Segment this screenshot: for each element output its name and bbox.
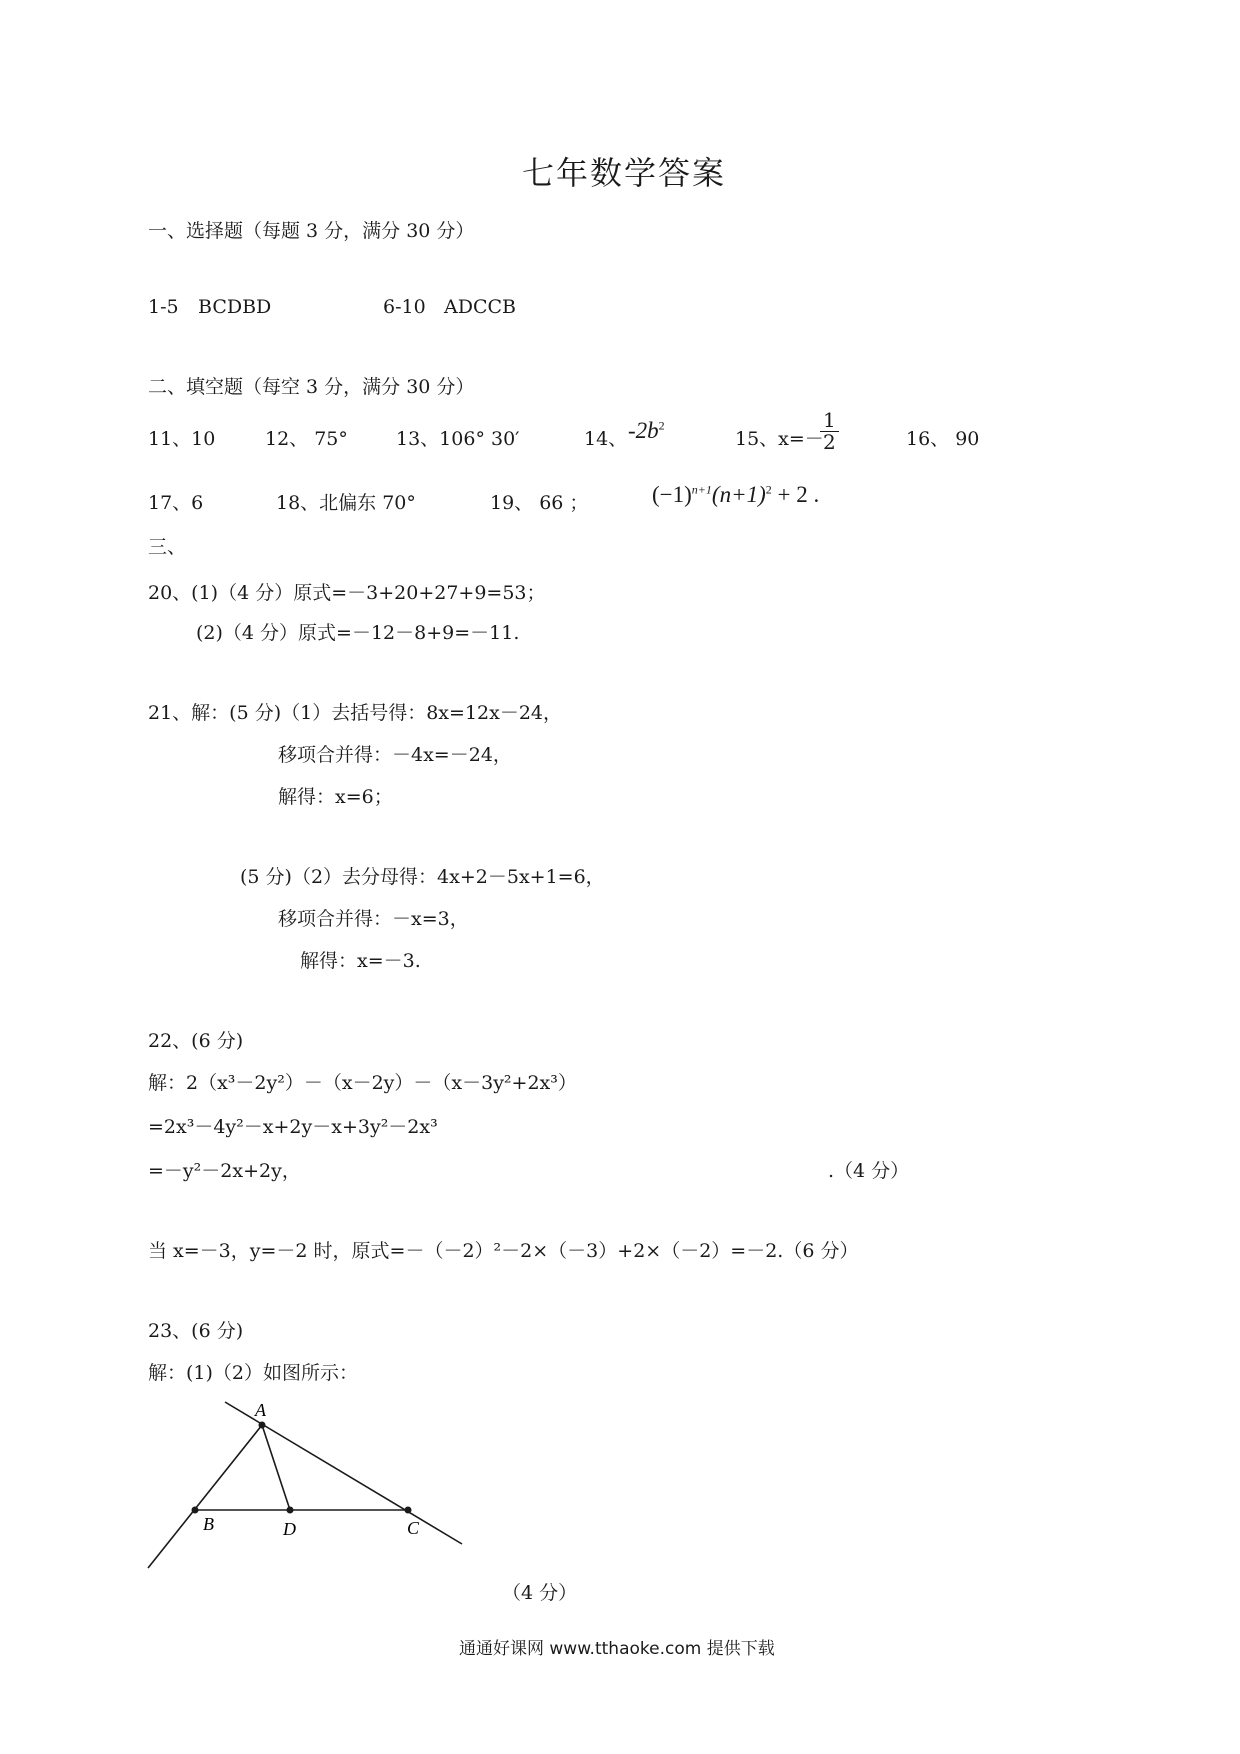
point-d <box>287 1507 294 1514</box>
q1-5-label: 1-5 <box>148 296 179 318</box>
q21-line3: 解得：x=6； <box>278 786 393 808</box>
answer-19-formula: $(-1)^{n+1}(n+1)^2 + 2$ . <box>652 482 820 507</box>
answer-19: 19、 66 ； <box>490 492 589 514</box>
q21-line4: (5 分)（2）去分母得：4x+2－5x+1=6， <box>240 866 605 888</box>
q22-line1: 解：2（x³－2y²）－（x－2y）－（x－3y²+2x³） <box>148 1072 577 1094</box>
answer-11: 11、10 <box>148 428 216 450</box>
q23-score: （4 分） <box>502 1582 578 1604</box>
section2-heading: 二、填空题（每空 3 分，满分 30 分） <box>148 376 475 398</box>
answer-14-expr: $-2b^2$ <box>628 418 665 443</box>
page-title: 七年数学答案 <box>522 154 727 192</box>
q20-line1: 20、(1)（4 分）原式=－3+20+27+9=53； <box>148 582 546 604</box>
q21-line5: 移项合并得：－x=3， <box>278 908 469 930</box>
point-a <box>259 1422 266 1429</box>
q22-line2: =2x³－4y²－x+2y－x+3y²－2x³ <box>148 1116 438 1138</box>
section3-heading: 三、 <box>148 536 187 558</box>
point-b <box>192 1507 199 1514</box>
q23-line1: 解：(1)（2）如图所示： <box>148 1362 359 1384</box>
triangle-figure <box>140 1390 480 1580</box>
q22-heading: 22、(6 分) <box>148 1030 244 1052</box>
answer-14-label: 14、 <box>584 428 628 450</box>
answer-13: 13、106° 30′ <box>396 428 520 450</box>
q22-line4: 当 x=－3，y=－2 时，原式=－（－2）²－2×（－3）+2×（－2）=－2.（6 分） <box>148 1240 859 1262</box>
answer-16: 16、 90 <box>906 428 980 450</box>
line-ab <box>148 1425 262 1568</box>
label-c: C <box>407 1518 420 1538</box>
page-footer: 通通好课网 www.tthaoke.com 提供下载 <box>459 1639 775 1659</box>
point-c <box>405 1507 412 1514</box>
label-a: A <box>255 1400 266 1420</box>
q22-line3: =－y²－2x+2y， <box>148 1160 301 1182</box>
q6-10-answers: ADCCB <box>444 296 516 318</box>
q21-line6: 解得：x=－3. <box>300 950 421 972</box>
answer-15-fraction: $\frac{1}{2}$ <box>820 410 839 453</box>
answer-12: 12、 75° <box>265 428 348 450</box>
answer-18: 18、北偏东 70° <box>276 492 416 514</box>
q21-line2: 移项合并得：－4x=－24， <box>278 744 512 766</box>
answer-15-label: 15、x=－ <box>735 428 824 450</box>
label-d: D <box>283 1519 296 1539</box>
q23-heading: 23、(6 分) <box>148 1320 244 1342</box>
answer-17: 17、6 <box>148 492 204 514</box>
label-b: B <box>203 1514 214 1534</box>
q20-line2: (2)（4 分）原式=－12－8+9=－11. <box>196 622 520 644</box>
q21-line1: 21、解：(5 分)（1）去括号得：8x=12x－24， <box>148 702 563 724</box>
q1-5-answers: BCDBD <box>198 296 272 318</box>
q22-score: .（4 分） <box>828 1160 910 1182</box>
q6-10-label: 6-10 <box>383 296 426 318</box>
section1-heading: 一、选择题（每题 3 分，满分 30 分） <box>148 220 475 242</box>
